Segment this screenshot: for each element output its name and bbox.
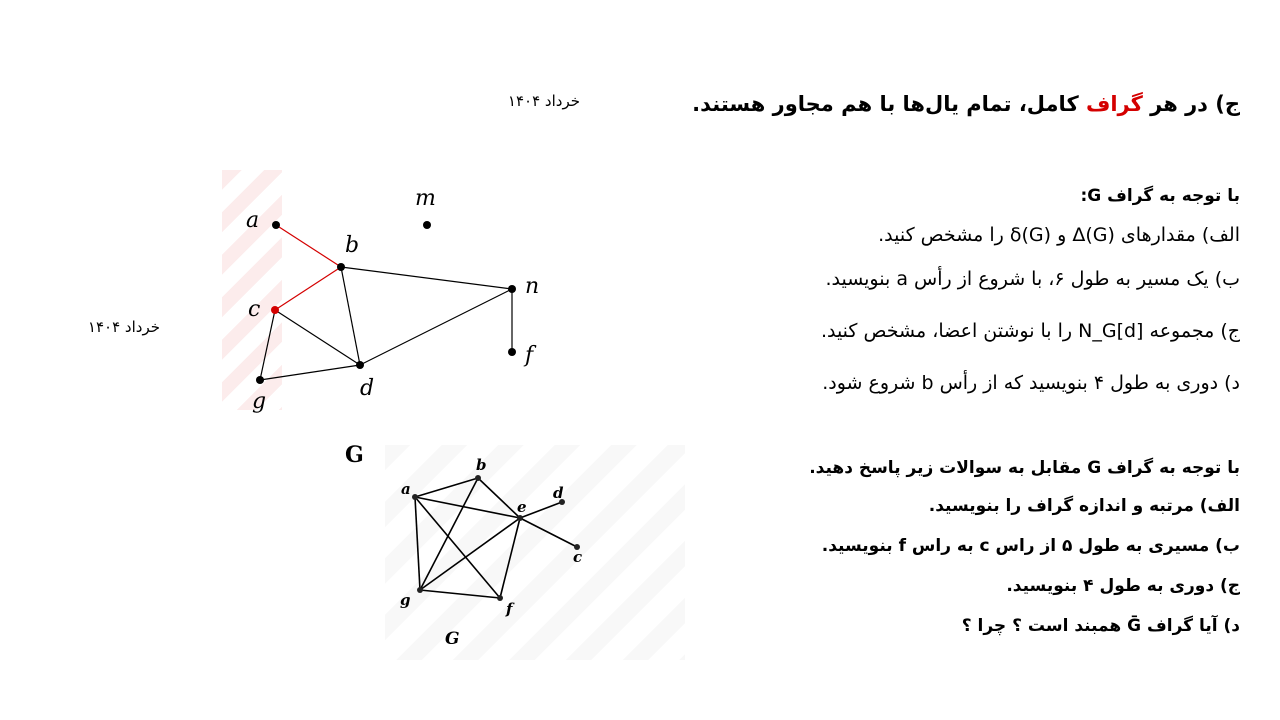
label-n: n <box>525 274 540 299</box>
page-title <box>660 92 1240 116</box>
label-c: c <box>248 297 261 322</box>
label-b: b <box>345 233 360 258</box>
q1-jim: ج) مجموعه N_G[d] را با نوشتن اعضا، مشخص کنید. <box>820 320 1240 342</box>
title-prefix: ج) در هر <box>1142 92 1240 116</box>
edge2-a-b <box>415 478 478 497</box>
title-suffix: کامل، تمام یال‌ها با هم مجاور هستند. <box>692 92 1086 116</box>
edge-c-d <box>275 310 360 365</box>
edge-b-n <box>341 267 512 289</box>
edge2-b-e <box>478 478 520 518</box>
graph-1 <box>230 180 560 480</box>
label2-d: d <box>553 484 564 502</box>
vertex2-g <box>417 587 423 593</box>
q2-dal: د) آیا گراف Ḡ همبند است ؟ چرا ؟ <box>961 616 1240 636</box>
label2-g: g <box>400 591 411 609</box>
vertex2-f <box>497 595 503 601</box>
graph-1-label: G <box>345 442 364 468</box>
vertex-a <box>272 221 280 229</box>
question-1 <box>740 186 1240 412</box>
question-2 <box>720 458 1240 652</box>
q2-alef: الف) مرتبه و اندازه گراف را بنویسید. <box>928 496 1240 516</box>
label2-a: a <box>401 480 411 498</box>
vertex-g <box>256 376 264 384</box>
edge-g-d <box>260 365 360 380</box>
graph-2-label: G <box>445 629 460 649</box>
edge-a-b <box>276 225 341 267</box>
edge-c-g <box>260 310 275 380</box>
date-left: خرداد ۱۴۰۴ <box>87 318 160 336</box>
label2-c: c <box>573 548 583 566</box>
vertex-b <box>337 263 345 271</box>
edge2-b-g <box>420 478 478 590</box>
label-a: a <box>246 208 260 233</box>
label-m: m <box>415 186 436 211</box>
vertex-d <box>356 361 364 369</box>
vertex2-a <box>412 494 418 500</box>
q2-jim: ج) دوری به طول ۴ بنویسید. <box>1006 576 1240 596</box>
label-f: f <box>525 343 534 368</box>
q2-be: ب) مسیری به طول ۵ از راس c به راس f بنویسید. <box>821 536 1240 556</box>
vertex-c <box>271 306 279 314</box>
graph-2 <box>390 450 600 655</box>
q2-intro: با توجه به گراف G مقابل به سوالات زیر پاسخ دهید. <box>809 458 1240 478</box>
title-highlight: گراف <box>1085 92 1143 116</box>
edge-b-c <box>275 267 341 310</box>
q1-alef: الف) مقدارهای Δ(G) و δ(G) را مشخص کنید. <box>878 224 1240 246</box>
label-d: d <box>360 376 375 401</box>
edge2-e-c <box>520 518 577 547</box>
vertex-f <box>508 348 516 356</box>
edge-d-n <box>360 289 512 365</box>
q1-be: ب) یک مسیر به طول ۶، با شروع از رأس a بنویسید. <box>825 268 1240 290</box>
edge2-a-g <box>415 497 420 590</box>
label2-f: f <box>506 600 513 618</box>
q1-intro: با توجه به گراف G: <box>1080 186 1240 206</box>
vertex2-b <box>475 475 481 481</box>
q1-dal: د) دوری به طول ۴ بنویسید که از رأس b شروع شود. <box>822 372 1240 394</box>
label2-e: e <box>517 498 527 516</box>
label-g: g <box>252 389 267 414</box>
vertex-n <box>508 285 516 293</box>
edge2-g-f <box>420 590 500 598</box>
label2-b: b <box>476 456 487 474</box>
vertex-m <box>423 221 431 229</box>
edge-b-d <box>341 267 360 365</box>
date-top: خرداد ۱۴۰۴ <box>507 92 580 110</box>
